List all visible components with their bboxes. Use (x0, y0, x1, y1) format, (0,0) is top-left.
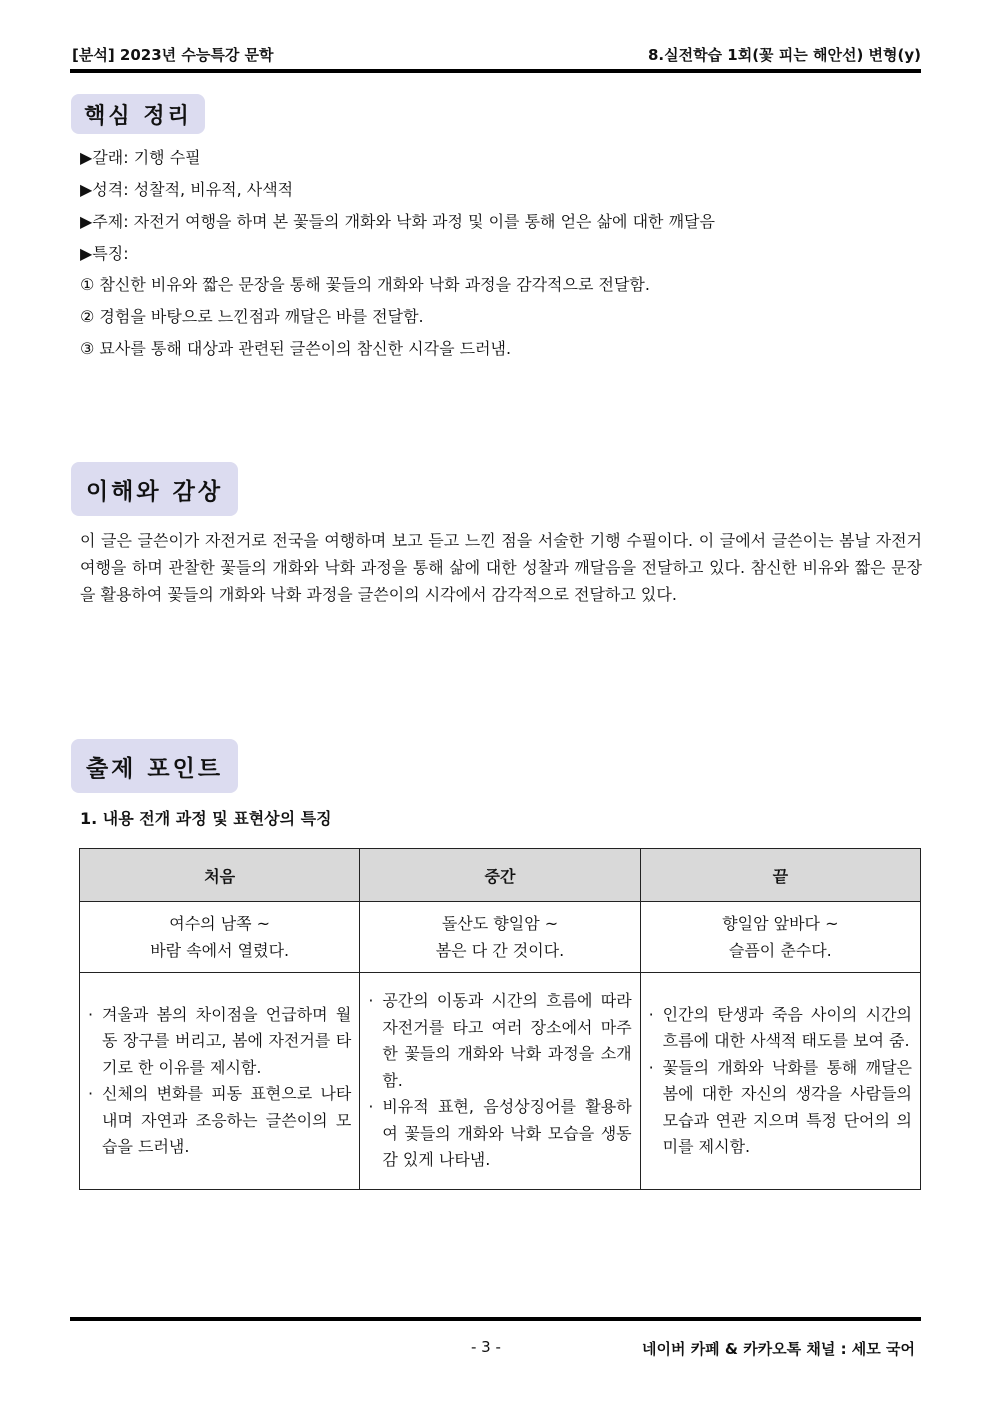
summary-theme: ▶주제: 자전거 여행을 하며 본 꽃들의 개화와 낙화 과정 및 이를 통해 얻은 삶에 대한 깨달음 (80, 212, 715, 231)
top-divider (70, 69, 921, 73)
exam-points-subheading: 1. 내용 전개 과정 및 표현상의 특징 (80, 809, 332, 828)
range-from: 돌산도 향일암 ~ (441, 914, 559, 933)
bullet-mark: · (648, 1004, 654, 1024)
bullet-text: 인간의 탄생과 죽음 사이의 시간의 흐름에 대한 사색적 태도를 보여 줌. (662, 1004, 912, 1050)
range-to: 슬픔이 춘수다. (728, 941, 832, 960)
range-from: 여수의 남쪽 ~ (169, 914, 271, 933)
section-title-appreciation: 이해와 감상 (71, 462, 238, 516)
bottom-divider (70, 1317, 921, 1321)
page-number: - 3 - (471, 1338, 501, 1356)
list-item (88, 1081, 351, 1161)
range-to: 바람 속에서 열렸다. (150, 941, 290, 960)
bullet-text: 신체의 변화를 피동 표현으로 나타내며 자연과 조응하는 글쓴이의 모습을 드러냄. (102, 1084, 352, 1156)
bullet-mark: · (88, 1084, 94, 1103)
table-row-ranges (80, 902, 921, 973)
range-cell-end (640, 902, 920, 973)
bullet-text: 겨울과 봄의 차이점을 언급하며 월동 장구를 버리고, 봄에 자전거를 타기로 한 이유를 제시함. (102, 1004, 352, 1077)
summary-feature-2: ② 경험을 바탕으로 느낀점과 깨달은 바를 전달함. (80, 307, 424, 326)
bullet-mark: · (648, 1057, 654, 1077)
summary-character: ▶성격: 성찰적, 비유적, 사색적 (80, 180, 294, 199)
bullet-text: 공간의 이동과 시간의 흐름에 따라 자전거를 타고 여러 장소에서 마주한 꽃들의 개화와 낙화 과정을 소개함. (382, 991, 632, 1090)
table-row-descriptions (80, 973, 921, 1190)
section-title-summary: 핵심 정리 (71, 94, 205, 134)
summary-feature-1: ① 참신한 비유와 짧은 문장을 통해 꽃들의 개화와 낙화 과정을 감각적으로 전달함. (80, 275, 650, 294)
header-right-title: 8.실전학습 1회(꽃 피는 해안선) 변형(y) (647, 46, 921, 64)
range-from: 향일암 앞바다 ~ (722, 914, 839, 933)
list-item (88, 1002, 351, 1082)
page-header (72, 44, 921, 64)
bullet-mark: · (88, 1004, 94, 1024)
structure-table (79, 848, 921, 1190)
table-header-cell: 중간 (360, 849, 640, 902)
list-item (649, 1055, 912, 1161)
list-item (649, 1002, 912, 1055)
summary-features-label: ▶특징: (80, 244, 129, 263)
section-title-exam-points: 출제 포인트 (71, 739, 238, 793)
desc-cell-middle (360, 973, 640, 1190)
summary-feature-3: ③ 묘사를 통해 대상과 관련된 글쓴이의 참신한 시각을 드러냄. (80, 339, 512, 358)
desc-cell-start (80, 973, 360, 1190)
bullet-text: 비유적 표현, 음성상징어를 활용하여 꽃들의 개화와 낙화 모습을 생동감 있게 나타냄. (382, 1097, 632, 1170)
range-cell-start (80, 902, 360, 973)
desc-cell-end (640, 973, 920, 1190)
summary-genre: ▶갈래: 기행 수필 (80, 148, 201, 167)
bullet-mark: · (368, 991, 374, 1011)
table-header-row (80, 849, 921, 902)
appreciation-paragraph: 이 글은 글쓴이가 자전거로 전국을 여행하며 보고 듣고 느낀 점을 서술한 기행 수필이다. 이 글에서 글쓴이는 봄날 자전거 여행을 하며 관찰한 꽃들의 개화와 낙화 과정을 통해 삶에 대한 성찰과 깨달음을 전달하고 있다. 참신한 비유와 짧은 문장을 활용하여 꽃들의 개화와 낙화 과정을 글쓴이의 시각에서 감각적으로 전달하고 있다. (80, 531, 922, 604)
footer-channel: 네이버 카페 & 카카오톡 채널 : 세모 국어 (642, 1340, 915, 1358)
header-left-title: [분석] 2023년 수능특강 문학 (72, 46, 274, 64)
range-to: 봄은 다 간 것이다. (435, 941, 565, 960)
list-item (368, 988, 631, 1094)
bullet-text: 꽃들의 개화와 낙화를 통해 깨달은 봄에 대한 자신의 생각을 사람들의 모습과 연관 지으며 특정 단어의 의미를 제시함. (662, 1057, 912, 1156)
range-cell-middle (360, 902, 640, 973)
list-item (368, 1094, 631, 1174)
table-header-cell: 끝 (640, 849, 920, 902)
table-header-cell: 처음 (80, 849, 360, 902)
bullet-mark: · (368, 1097, 374, 1117)
